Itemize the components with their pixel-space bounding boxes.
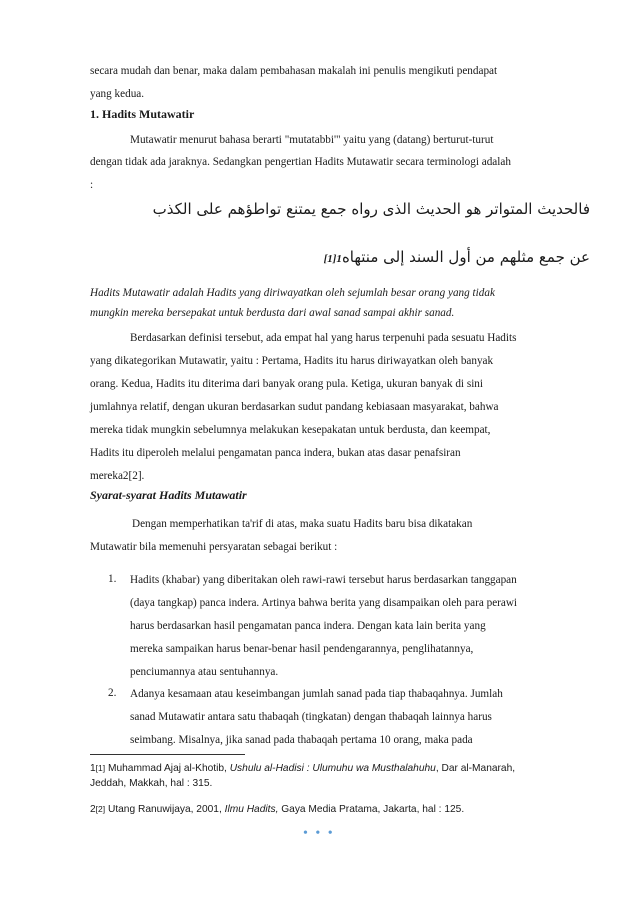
intro-line-2: yang kedua. [90, 88, 145, 100]
footnote-ref-1[interactable]: [1]1 [323, 253, 342, 265]
section1-line-3: : [90, 179, 94, 191]
footnote-2-title: Ilmu Hadits, [224, 804, 279, 815]
list-item-1-number: 1. [108, 573, 117, 585]
list-item-1-line-3: harus berdasarkan hasil pengamatan panca indera. Dengan kata lain berita yang [130, 620, 486, 632]
footnote-2-text-b: Gaya Media Pratama, Jakarta, hal : 125. [278, 804, 465, 815]
definition-line-5: mereka tidak mungkin sebelumnya melakukan kesepakatan untuk berdusta, dan keempat, [90, 424, 491, 436]
list-item-2-number: 2. [108, 687, 117, 699]
section2-line-1: Dengan memperhatikan ta'rif di atas, maka suatu Hadits baru bisa dikatakan [132, 518, 473, 530]
definition-line-4: jumlahnya relatif, dengan ukuran berdasarkan sudut pandang kebiasaan masyarakat, bahwa [90, 401, 499, 413]
more-pages-indicator[interactable]: • • • [303, 826, 335, 841]
section1-line-1: Mutawatir menurut bahasa berarti "mutatabbi'" yaitu yang (datang) berturut-turut [130, 134, 494, 146]
definition-line-1: Berdasarkan definisi tersebut, ada empat hal yang harus terpenuhi pada sesuatu Hadits [130, 332, 517, 344]
arabic-definition-text: عن جمع مثلهم من أول السند إلى منتهاه [341, 248, 590, 266]
arabic-definition-line-2 [324, 248, 590, 266]
list-item-2-line-1: Adanya kesamaan atau keseimbangan jumlah sanad pada tiap thabaqahnya. Jumlah [130, 688, 503, 700]
footnote-separator [90, 754, 245, 755]
definition-line-2: yang dikategorikan Mutawatir, yaitu : Pertama, Hadits itu harus diriwayatkan oleh banyak [90, 355, 494, 367]
footnote-2-text-a: Utang Ranuwijaya, 2001, [105, 804, 225, 815]
footnote-2-mark: 2 [90, 804, 96, 815]
translation-line-2: mungkin mereka bersepakat untuk berdusta dari awal sanad sampai akhir sanad. [90, 307, 455, 319]
list-item-1-line-2: (daya tangkap) panca indera. Artinya bahwa berita yang disampaikan oleh para perawi [130, 597, 518, 609]
footnote-2 [90, 803, 590, 816]
footnote-2-ref[interactable]: [2] [95, 804, 106, 814]
list-item-2-line-2: sanad Mutawatir antara satu thabaqah (tingkatan) dengan thabaqah lainnya harus [130, 711, 492, 723]
list-item-1-line-5: penciumannya atau sentuhannya. [130, 666, 279, 678]
definition-line-3: orang. Kedua, Hadits itu diterima dari banyak orang pula. Ketiga, ukuran banyak di sini [90, 378, 484, 390]
footnote-1-text-b: , Dar al-Manarah, [435, 763, 516, 774]
section1-line-2: dengan tidak ada jaraknya. Sedangkan pengertian Hadits Mutawatir secara terminologi adalah [90, 156, 511, 168]
translation-line-1: Hadits Mutawatir adalah Hadits yang diriwayatkan oleh sejumlah besar orang yang tidak [90, 287, 495, 299]
footnote-1-line-2: Jeddah, Makkah, hal : 315. [90, 778, 213, 789]
definition-line-7: mereka2[2]. [90, 470, 145, 482]
section-heading-syarat: Syarat-syarat Hadits Mutawatir [90, 488, 247, 502]
arabic-definition-line-1: فالحديث المتواتر هو الحديث الذى رواه جمع يمتنع تواطؤهم على الكذب [152, 200, 590, 218]
section-heading-hadits-mutawatir: 1. Hadits Mutawatir [90, 107, 195, 121]
section2-line-2: Mutawatir bila memenuhi persyaratan sebagai berikut : [90, 541, 338, 553]
footnote-1-ref[interactable]: [1] [95, 763, 106, 773]
definition-line-6: Hadits itu diperoleh melalui pengamatan panca indera, bukan atas dasar penafsiran [90, 447, 461, 459]
list-item-1-line-1: Hadits (khabar) yang diberitakan oleh rawi-rawi tersebut harus berdasarkan tanggapan [130, 574, 517, 586]
footnote-1-title: Ushulu al-Hadisi : Ulumuhu wa Musthalahuhu [229, 763, 436, 774]
list-item-2-line-3: seimbang. Misalnya, jika sanad pada thabaqah pertama 10 orang, maka pada [130, 734, 473, 746]
list-item-1-line-4: mereka sampaikan harus benar-benar hasil pendengarannya, penglihatannya, [130, 643, 474, 655]
footnote-1-text-a: Muhammad Ajaj al-Khotib, [105, 763, 230, 774]
footnote-1-mark: 1 [90, 763, 96, 774]
footnote-1 [90, 762, 590, 775]
intro-line-1: secara mudah dan benar, maka dalam pembahasan makalah ini penulis mengikuti pendapat [90, 65, 498, 77]
